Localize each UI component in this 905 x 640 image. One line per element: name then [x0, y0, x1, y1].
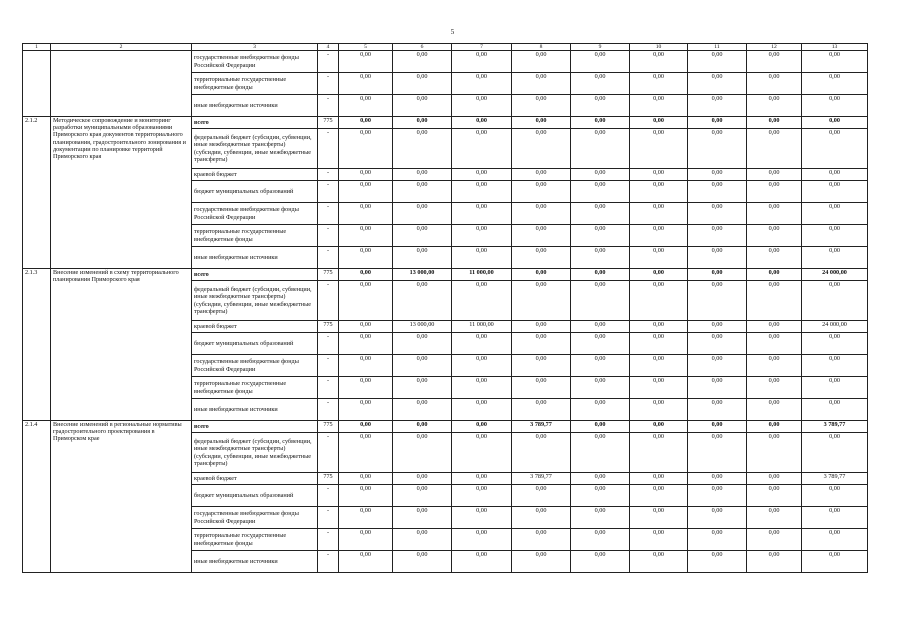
year-value: 0,00	[512, 269, 571, 281]
total-value: 0,00	[802, 485, 868, 507]
total-value: 0,00	[802, 377, 868, 399]
year-value: 0,00	[339, 321, 393, 333]
column-number-5: 5	[339, 44, 393, 51]
year-value: 0,00	[571, 355, 630, 377]
year-value: 0,00	[512, 51, 571, 73]
year-value: 0,00	[630, 377, 688, 399]
item-name: Внесение изменений в региональные нормативы градостроительного проектирования в Приморском крае	[51, 421, 192, 573]
year-value: 0,00	[393, 225, 452, 247]
total-value: 0,00	[802, 399, 868, 421]
year-value: 0,00	[512, 433, 571, 473]
year-value: 0,00	[571, 203, 630, 225]
year-value: 0,00	[339, 181, 393, 203]
year-value: 0,00	[339, 377, 393, 399]
year-value: 13 000,00	[393, 269, 452, 281]
year-value: 0,00	[571, 333, 630, 355]
year-value: 0,00	[688, 333, 747, 355]
year-value: 0,00	[452, 169, 512, 181]
grbs-code: -	[318, 355, 339, 377]
year-value: 0,00	[512, 117, 571, 129]
funding-source: федеральный бюджет (субсидии, субвенции, иные межбюджетные трансферты) (субсидии, субвенции, иные межбюджетные трансферты)	[192, 433, 318, 473]
year-value: 0,00	[571, 433, 630, 473]
total-value: 0,00	[802, 433, 868, 473]
year-value: 0,00	[393, 433, 452, 473]
grbs-code: 775	[318, 269, 339, 281]
year-value: 13 000,00	[393, 321, 452, 333]
year-value: 0,00	[747, 73, 802, 95]
year-value: 0,00	[688, 485, 747, 507]
grbs-code: -	[318, 225, 339, 247]
grbs-code: 775	[318, 421, 339, 433]
year-value: 0,00	[512, 321, 571, 333]
item-code: 2.1.2	[23, 117, 51, 269]
total-value: 0,00	[802, 507, 868, 529]
funding-source: территориальные государственные внебюджетные фонды	[192, 73, 318, 95]
year-value: 0,00	[452, 485, 512, 507]
column-number-2: 2	[51, 44, 192, 51]
year-value: 0,00	[339, 333, 393, 355]
year-value: 0,00	[339, 551, 393, 573]
grbs-code: -	[318, 399, 339, 421]
year-value: 0,00	[393, 355, 452, 377]
total-value: 0,00	[802, 225, 868, 247]
year-value: 0,00	[630, 95, 688, 117]
page-number: 5	[450, 28, 455, 36]
grbs-code: 775	[318, 117, 339, 129]
year-value: 0,00	[630, 433, 688, 473]
year-value: 0,00	[512, 169, 571, 181]
funding-source: краевой бюджет	[192, 169, 318, 181]
year-value: 0,00	[452, 129, 512, 169]
year-value: 0,00	[393, 473, 452, 485]
year-value: 0,00	[630, 333, 688, 355]
year-value: 0,00	[688, 95, 747, 117]
year-value: 0,00	[512, 485, 571, 507]
year-value: 0,00	[571, 181, 630, 203]
year-value: 0,00	[452, 181, 512, 203]
column-number-11: 11	[688, 44, 747, 51]
year-value: 0,00	[571, 169, 630, 181]
year-value: 0,00	[339, 247, 393, 269]
year-value: 0,00	[393, 551, 452, 573]
year-value: 3 789,77	[512, 421, 571, 433]
total-value: 0,00	[802, 281, 868, 321]
total-value: 0,00	[802, 203, 868, 225]
year-value: 0,00	[571, 507, 630, 529]
funding-source: бюджет муниципальных образований	[192, 485, 318, 507]
year-value: 0,00	[630, 269, 688, 281]
funding-source: бюджет муниципальных образований	[192, 333, 318, 355]
funding-source: иные внебюджетные источники	[192, 551, 318, 573]
grbs-code: -	[318, 73, 339, 95]
funding-source: всего	[192, 421, 318, 433]
funding-source: государственные внебюджетные фонды Российской Федерации	[192, 355, 318, 377]
grbs-code: 775	[318, 321, 339, 333]
year-value: 0,00	[688, 181, 747, 203]
total-value: 0,00	[802, 355, 868, 377]
year-value: 0,00	[452, 95, 512, 117]
year-value: 0,00	[747, 129, 802, 169]
column-number-9: 9	[571, 44, 630, 51]
year-value: 0,00	[630, 399, 688, 421]
total-value: 3 789,77	[802, 421, 868, 433]
total-value: 0,00	[802, 95, 868, 117]
grbs-code: -	[318, 51, 339, 73]
year-value: 0,00	[393, 95, 452, 117]
year-value: 0,00	[452, 473, 512, 485]
year-value: 0,00	[571, 269, 630, 281]
table-row	[23, 421, 868, 433]
year-value: 0,00	[630, 247, 688, 269]
year-value: 0,00	[393, 169, 452, 181]
column-number-8: 8	[512, 44, 571, 51]
year-value: 0,00	[393, 507, 452, 529]
grbs-code: -	[318, 247, 339, 269]
column-number-12: 12	[747, 44, 802, 51]
total-value: 0,00	[802, 169, 868, 181]
year-value: 0,00	[688, 169, 747, 181]
year-value: 0,00	[630, 421, 688, 433]
year-value: 0,00	[571, 485, 630, 507]
year-value: 0,00	[688, 473, 747, 485]
year-value: 0,00	[747, 473, 802, 485]
year-value: 0,00	[452, 421, 512, 433]
year-value: 0,00	[571, 247, 630, 269]
year-value: 0,00	[452, 529, 512, 551]
year-value: 0,00	[452, 551, 512, 573]
year-value: 0,00	[630, 225, 688, 247]
year-value: 0,00	[512, 507, 571, 529]
year-value: 0,00	[339, 485, 393, 507]
funding-source: иные внебюджетные источники	[192, 95, 318, 117]
column-number-4: 4	[318, 44, 339, 51]
year-value: 0,00	[747, 203, 802, 225]
column-number-7: 7	[452, 44, 512, 51]
year-value: 0,00	[747, 355, 802, 377]
funding-source: государственные внебюджетные фонды Российской Федерации	[192, 203, 318, 225]
funding-source: государственные внебюджетные фонды Российской Федерации	[192, 507, 318, 529]
item-code: 2.1.3	[23, 269, 51, 421]
grbs-code: -	[318, 377, 339, 399]
item-name: Внесение изменений в схему территориального планирования Приморского края	[51, 269, 192, 421]
grbs-code: -	[318, 433, 339, 473]
year-value: 0,00	[512, 95, 571, 117]
year-value: 0,00	[747, 421, 802, 433]
year-value: 0,00	[452, 203, 512, 225]
year-value: 0,00	[630, 51, 688, 73]
funding-source: территориальные государственные внебюджетные фонды	[192, 225, 318, 247]
grbs-code: 775	[318, 473, 339, 485]
grbs-code: -	[318, 203, 339, 225]
year-value: 0,00	[630, 117, 688, 129]
total-value: 0,00	[802, 181, 868, 203]
year-value: 0,00	[512, 333, 571, 355]
year-value: 0,00	[747, 269, 802, 281]
year-value: 0,00	[393, 377, 452, 399]
column-number-3: 3	[192, 44, 318, 51]
year-value: 0,00	[452, 507, 512, 529]
year-value: 0,00	[630, 73, 688, 95]
year-value: 0,00	[747, 281, 802, 321]
funding-source: федеральный бюджет (субсидии, субвенции, иные межбюджетные трансферты) (субсидии, субвенции, иные межбюджетные трансферты)	[192, 281, 318, 321]
year-value: 0,00	[393, 203, 452, 225]
grbs-code: -	[318, 485, 339, 507]
column-number-1: 1	[23, 44, 51, 51]
total-value: 0,00	[802, 73, 868, 95]
item-name: Методическое сопровождение и мониторинг разработки муниципальными образованиями Приморского края документов территориального планирования, градостроительного зонирования и документации по планировке территорий Приморского края	[51, 117, 192, 269]
year-value: 0,00	[452, 73, 512, 95]
total-value: 0,00	[802, 247, 868, 269]
total-value: 24 000,00	[802, 269, 868, 281]
grbs-code: -	[318, 181, 339, 203]
funding-source: всего	[192, 269, 318, 281]
year-value: 0,00	[688, 225, 747, 247]
year-value: 0,00	[688, 399, 747, 421]
year-value: 0,00	[393, 117, 452, 129]
funding-source: иные внебюджетные источники	[192, 247, 318, 269]
year-value: 0,00	[747, 321, 802, 333]
year-value: 0,00	[339, 507, 393, 529]
total-value: 0,00	[802, 333, 868, 355]
table-row	[23, 269, 868, 281]
column-number-10: 10	[630, 44, 688, 51]
year-value: 0,00	[452, 247, 512, 269]
column-number-6: 6	[393, 44, 452, 51]
year-value: 0,00	[512, 399, 571, 421]
year-value: 0,00	[747, 247, 802, 269]
funding-source: бюджет муниципальных образований	[192, 181, 318, 203]
year-value: 0,00	[512, 355, 571, 377]
year-value: 0,00	[747, 551, 802, 573]
year-value: 0,00	[630, 473, 688, 485]
funding-source: иные внебюджетные источники	[192, 399, 318, 421]
year-value: 0,00	[747, 333, 802, 355]
budget-table	[22, 43, 868, 573]
year-value: 0,00	[747, 507, 802, 529]
year-value: 0,00	[688, 529, 747, 551]
funding-source: федеральный бюджет (субсидии, субвенции, иные межбюджетные трансферты) (субсидии, субвенции, иные межбюджетные трансферты)	[192, 129, 318, 169]
year-value: 0,00	[571, 473, 630, 485]
year-value: 0,00	[688, 433, 747, 473]
item-name	[51, 51, 192, 117]
funding-source: всего	[192, 117, 318, 129]
year-value: 0,00	[688, 507, 747, 529]
year-value: 0,00	[512, 181, 571, 203]
year-value: 0,00	[747, 485, 802, 507]
year-value: 0,00	[339, 281, 393, 321]
year-value: 0,00	[393, 181, 452, 203]
grbs-code: -	[318, 333, 339, 355]
total-value: 24 000,00	[802, 321, 868, 333]
year-value: 0,00	[571, 399, 630, 421]
year-value: 0,00	[571, 117, 630, 129]
grbs-code: -	[318, 169, 339, 181]
year-value: 0,00	[512, 203, 571, 225]
year-value: 11 000,00	[452, 269, 512, 281]
year-value: 0,00	[747, 169, 802, 181]
year-value: 0,00	[571, 529, 630, 551]
year-value: 0,00	[452, 355, 512, 377]
year-value: 0,00	[339, 473, 393, 485]
grbs-code: -	[318, 529, 339, 551]
grbs-code: -	[318, 129, 339, 169]
year-value: 0,00	[630, 355, 688, 377]
year-value: 0,00	[393, 247, 452, 269]
header-row	[23, 44, 868, 51]
grbs-code: -	[318, 507, 339, 529]
year-value: 0,00	[339, 73, 393, 95]
year-value: 0,00	[571, 377, 630, 399]
year-value: 0,00	[452, 225, 512, 247]
year-value: 0,00	[630, 181, 688, 203]
year-value: 0,00	[452, 117, 512, 129]
total-value: 0,00	[802, 129, 868, 169]
year-value: 0,00	[512, 73, 571, 95]
year-value: 0,00	[688, 377, 747, 399]
year-value: 0,00	[747, 181, 802, 203]
year-value: 0,00	[393, 485, 452, 507]
year-value: 0,00	[512, 377, 571, 399]
year-value: 0,00	[571, 129, 630, 169]
year-value: 0,00	[393, 421, 452, 433]
year-value: 0,00	[393, 51, 452, 73]
year-value: 0,00	[688, 73, 747, 95]
year-value: 0,00	[512, 529, 571, 551]
year-value: 0,00	[630, 281, 688, 321]
year-value: 0,00	[630, 485, 688, 507]
year-value: 0,00	[688, 203, 747, 225]
year-value: 0,00	[688, 269, 747, 281]
grbs-code: -	[318, 551, 339, 573]
year-value: 0,00	[393, 129, 452, 169]
total-value: 3 789,77	[802, 473, 868, 485]
year-value: 0,00	[393, 281, 452, 321]
year-value: 0,00	[393, 73, 452, 95]
item-code: 2.1.4	[23, 421, 51, 573]
year-value: 0,00	[571, 281, 630, 321]
funding-source: краевой бюджет	[192, 321, 318, 333]
year-value: 0,00	[452, 51, 512, 73]
table-row	[23, 51, 868, 73]
year-value: 0,00	[571, 321, 630, 333]
year-value: 0,00	[630, 169, 688, 181]
year-value: 0,00	[747, 117, 802, 129]
year-value: 0,00	[630, 203, 688, 225]
year-value: 0,00	[571, 95, 630, 117]
year-value: 0,00	[630, 529, 688, 551]
item-code	[23, 51, 51, 117]
year-value: 0,00	[688, 321, 747, 333]
year-value: 3 789,77	[512, 473, 571, 485]
year-value: 0,00	[339, 399, 393, 421]
year-value: 0,00	[452, 281, 512, 321]
year-value: 0,00	[747, 95, 802, 117]
year-value: 0,00	[688, 281, 747, 321]
year-value: 0,00	[630, 129, 688, 169]
total-value: 0,00	[802, 529, 868, 551]
year-value: 0,00	[688, 247, 747, 269]
year-value: 0,00	[393, 399, 452, 421]
year-value: 0,00	[339, 421, 393, 433]
year-value: 0,00	[452, 399, 512, 421]
funding-source: территориальные государственные внебюджетные фонды	[192, 529, 318, 551]
year-value: 0,00	[688, 355, 747, 377]
grbs-code: -	[318, 281, 339, 321]
year-value: 0,00	[630, 321, 688, 333]
year-value: 0,00	[512, 129, 571, 169]
year-value: 0,00	[688, 129, 747, 169]
year-value: 0,00	[339, 225, 393, 247]
year-value: 0,00	[512, 551, 571, 573]
year-value: 0,00	[512, 247, 571, 269]
year-value: 11 000,00	[452, 321, 512, 333]
year-value: 0,00	[339, 169, 393, 181]
total-value: 0,00	[802, 51, 868, 73]
year-value: 0,00	[747, 529, 802, 551]
year-value: 0,00	[747, 433, 802, 473]
year-value: 0,00	[571, 73, 630, 95]
funding-source: территориальные государственные внебюджетные фонды	[192, 377, 318, 399]
year-value: 0,00	[393, 333, 452, 355]
grbs-code: -	[318, 95, 339, 117]
column-number-13: 13	[802, 44, 868, 51]
total-value: 0,00	[802, 551, 868, 573]
year-value: 0,00	[688, 421, 747, 433]
year-value: 0,00	[747, 225, 802, 247]
year-value: 0,00	[747, 377, 802, 399]
year-value: 0,00	[393, 529, 452, 551]
year-value: 0,00	[452, 433, 512, 473]
year-value: 0,00	[747, 399, 802, 421]
funding-source: государственные внебюджетные фонды Российской Федерации	[192, 51, 318, 73]
year-value: 0,00	[339, 269, 393, 281]
year-value: 0,00	[571, 225, 630, 247]
year-value: 0,00	[571, 51, 630, 73]
year-value: 0,00	[688, 51, 747, 73]
year-value: 0,00	[452, 333, 512, 355]
year-value: 0,00	[571, 421, 630, 433]
year-value: 0,00	[688, 551, 747, 573]
year-value: 0,00	[339, 129, 393, 169]
year-value: 0,00	[747, 51, 802, 73]
year-value: 0,00	[339, 203, 393, 225]
year-value: 0,00	[339, 355, 393, 377]
year-value: 0,00	[630, 507, 688, 529]
total-value: 0,00	[802, 117, 868, 129]
year-value: 0,00	[512, 281, 571, 321]
year-value: 0,00	[339, 433, 393, 473]
year-value: 0,00	[339, 95, 393, 117]
year-value: 0,00	[339, 51, 393, 73]
year-value: 0,00	[452, 377, 512, 399]
year-value: 0,00	[571, 551, 630, 573]
year-value: 0,00	[339, 117, 393, 129]
table-row	[23, 117, 868, 129]
funding-source: краевой бюджет	[192, 473, 318, 485]
year-value: 0,00	[688, 117, 747, 129]
year-value: 0,00	[630, 551, 688, 573]
year-value: 0,00	[512, 225, 571, 247]
year-value: 0,00	[339, 529, 393, 551]
